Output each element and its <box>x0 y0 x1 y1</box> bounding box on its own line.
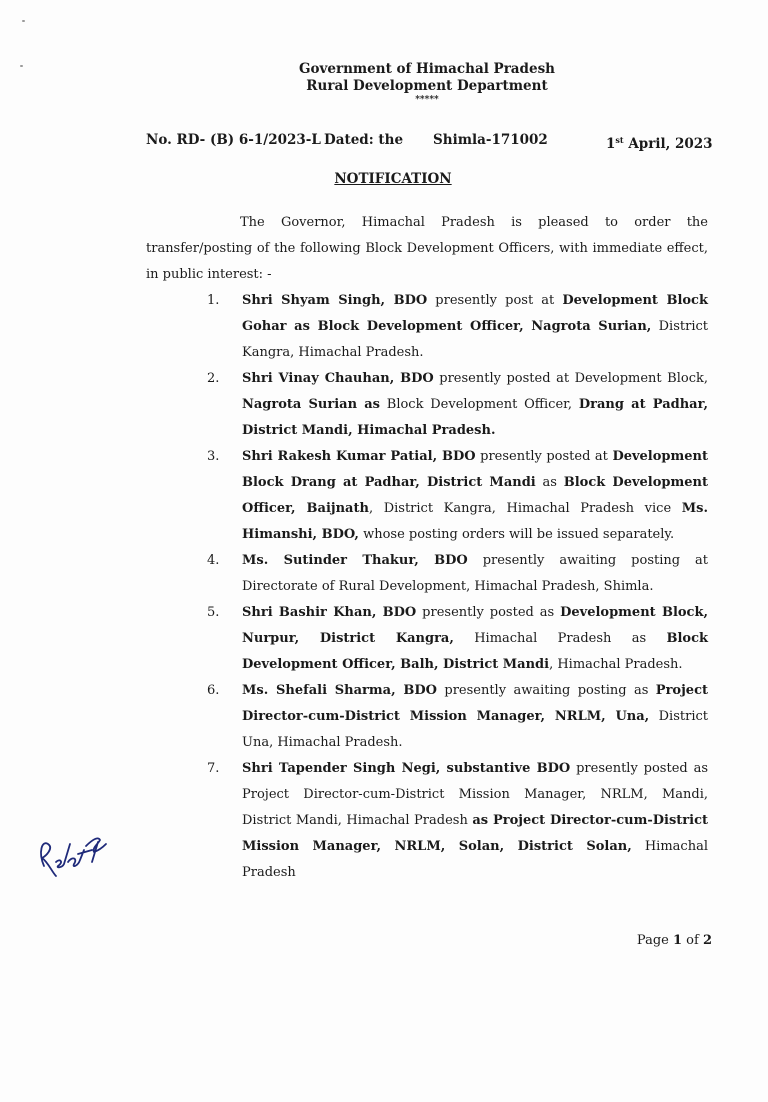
reference-number: No. RD- (B) 6-1/2023-L <box>146 132 321 148</box>
item-text: as <box>535 475 564 490</box>
item-text-bold: Ms. Sutinder Thakur, BDO <box>242 553 468 568</box>
item-text: presently posted as <box>416 605 561 620</box>
header-separator: ***** <box>415 95 439 105</box>
transfer-item <box>205 288 708 366</box>
transfer-list <box>205 288 708 886</box>
item-text-bold: Shri Shyam Singh, BDO <box>242 293 428 308</box>
letterhead <box>0 61 768 105</box>
item-number: 4. <box>207 553 220 568</box>
date-month-year: April, 2023 <box>628 136 713 152</box>
item-text-bold: Block Development Officer, Baijnath <box>242 475 708 516</box>
item-text: presently posted at <box>475 449 613 464</box>
item-text: presently post at <box>427 293 563 308</box>
item-number: 1. <box>207 293 220 308</box>
item-text-bold: Shri Bashir Khan, BDO <box>242 605 417 620</box>
item-text-bold: Development Block Drang at Padhar, District Mandi <box>242 449 708 490</box>
date-day: 1 <box>606 136 616 152</box>
item-text-bold: Shri Tapender Singh Negi, substantive BDO <box>242 761 571 776</box>
item-text-bold: Development Block Gohar as Block Development Officer, Nagrota Surian, <box>242 293 708 334</box>
handwritten-signature-icon <box>34 822 114 884</box>
item-text: District Una, Himachal Pradesh. <box>242 709 708 750</box>
item-text-bold: Drang at Padhar, District Mandi, Himachal Pradesh. <box>242 397 709 438</box>
item-number: 5. <box>207 605 220 620</box>
of-label: of <box>686 933 699 948</box>
item-text: Block Development Officer, <box>379 397 579 412</box>
item-text: presently posted at Development Block, <box>433 371 709 386</box>
page-total: 2 <box>702 933 712 948</box>
item-text-bold: Nagrota Surian as <box>242 397 380 412</box>
dated-label: Dated: the <box>324 132 404 148</box>
item-text: presently awaiting posting as <box>436 683 656 698</box>
signature-stroke <box>41 838 106 876</box>
transfer-item <box>205 444 708 548</box>
item-text: , District Kangra, Himachal Pradesh vice <box>368 501 682 516</box>
item-text: presently awaiting posting at Directorate of Rural Development, Himachal Pradesh, Shimla. <box>242 553 708 594</box>
transfer-item <box>205 548 708 600</box>
item-text: presently posted as Project Director-cum-District Mission Manager, NRLM, Mandi, District Mandi, Himachal Pradesh <box>242 761 708 828</box>
page-current: 1 <box>672 933 683 948</box>
item-number: 7. <box>207 761 220 776</box>
item-text-bold: Shri Vinay Chauhan, BDO <box>242 371 434 386</box>
page-number <box>637 933 712 948</box>
transfer-item <box>205 678 708 756</box>
item-text: whose posting orders will be issued separately. <box>358 527 675 542</box>
item-number: 6. <box>207 683 220 698</box>
item-number: 2. <box>207 371 220 386</box>
date <box>606 131 713 153</box>
item-text-bold: Shri Rakesh Kumar Patial, BDO <box>242 449 476 464</box>
date-suffix: st <box>615 135 624 145</box>
item-text-bold: Block Development Officer, Balh, District Mandi <box>242 631 709 672</box>
item-text: District Kangra, Himachal Pradesh. <box>242 319 708 360</box>
page-label: Page <box>636 933 669 948</box>
place: Shimla-171002 <box>433 132 548 148</box>
item-number: 3. <box>207 449 220 464</box>
item-text-bold: Ms. Shefali Sharma, BDO <box>242 683 437 698</box>
item-text-bold: Development Block, Nurpur, District Kangra, <box>242 605 708 646</box>
item-text: , Himachal Pradesh. <box>549 657 683 672</box>
item-text-bold: Project Director-cum-District Mission Manager, NRLM, Una, <box>242 683 708 724</box>
transfer-item <box>205 600 708 678</box>
notification-title: NOTIFICATION <box>334 171 452 187</box>
transfer-item <box>205 366 708 444</box>
scan-speck <box>22 20 25 22</box>
intro-paragraph: The Governor, Himachal Pradesh is pleased to order the transfer/posting of the following Block Development Officers, with immediate effect, in public interest: - <box>146 215 708 282</box>
item-text: Himachal Pradesh as <box>453 631 667 646</box>
item-text: Himachal Pradesh <box>242 839 708 880</box>
government-name: Government of Himachal Pradesh <box>298 61 555 77</box>
transfer-item <box>205 756 708 886</box>
department-name: Rural Development Department <box>306 78 548 94</box>
item-text-bold: as Project Director-cum-District Mission Manager, NRLM, Solan, District Solan, <box>242 813 708 854</box>
item-text-bold: Ms. Himanshi, BDO, <box>242 501 708 542</box>
